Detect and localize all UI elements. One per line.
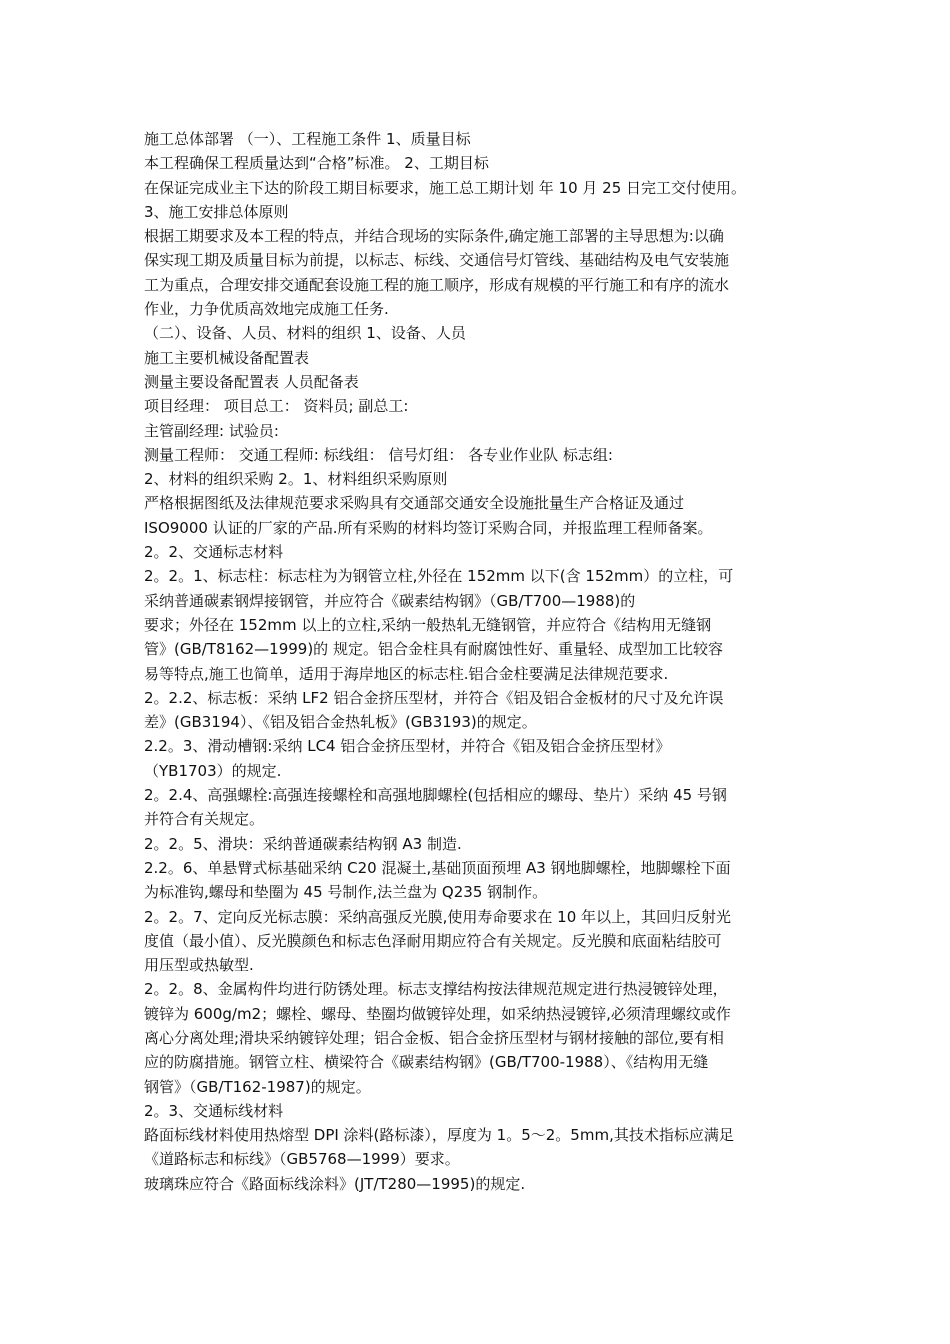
text-line: 施工总体部署 （一）、工程施工条件 1、质量目标 <box>144 130 471 148</box>
text-line: 2。3、交通标线材料 <box>144 1101 284 1120</box>
text-line: 2。2。5、滑块：采纳普通碳素结构钢 A3 制造. <box>144 834 462 853</box>
text-line: 镀锌为 600g/m2；螺栓、螺母、垫圈均做镀锌处理，如采纳热浸镀锌,必须清理螺纹或作 <box>144 1004 731 1023</box>
text-line: 2。2。7、定向反光标志膜：采纳高强反光膜,使用寿命要求在 10 年以上，其回归反射光 <box>144 907 732 926</box>
text-line: 《道路标志和标线》（GB5768—1999）要求。 <box>144 1150 460 1169</box>
document-body <box>144 127 808 1196</box>
text-line: ISO9000 认证的厂家的产品.所有采购的材料均签订采购合同，并报监理工程师备案。 <box>144 518 713 537</box>
text-line: 严格根据图纸及法律规范要求采购具有交通部交通安全设施批量生产合格证及通过 <box>144 494 685 513</box>
text-line: 2。2.4、高强螺栓:高强连接螺栓和高强地脚螺栓(包括相应的螺母、垫片）采纳 45 号钢 <box>144 786 727 805</box>
text-line: 离心分离处理;滑块采纳镀锌处理；铝合金板、铝合金挤压型材与钢材接触的部位,要有相 <box>144 1028 724 1047</box>
text-line: 易等特点,施工也简单，适用于海岸地区的标志柱.铝合金柱要满足法律规范要求. <box>144 664 669 683</box>
text-line: 采纳普通碳素钢焊接钢管，并应符合《碳素结构钢》（GB/T700—1988)的 <box>144 591 636 610</box>
text-line: 度值（最小值）、反光膜颜色和标志色泽耐用期应符合有关规定。反光膜和底面粘结胶可 <box>144 931 722 950</box>
text-line: 2。2.2、标志板：采纳 LF2 铝合金挤压型材，并符合《铝及铝合金板材的尺寸及允许误 <box>144 688 724 707</box>
text-line: 主管副经理: 试验员: <box>144 421 279 440</box>
text-line: 2。2。8、金属构件均进行防锈处理。标志支撑结构按法律规范规定进行热浸镀锌处理， <box>144 980 728 999</box>
text-line: 2。2、交通标志材料 <box>144 543 284 562</box>
text-line: 用压型或热敏型. <box>144 956 254 975</box>
text-line: （二）、设备、人员、材料的组织 1、设备、人员 <box>144 324 466 343</box>
text-line: 3、施工安排总体原则 <box>144 202 289 221</box>
text-line: 钢管》（GB/T162-1987)的规定。 <box>144 1077 371 1096</box>
text-line: 测量工程师： 交通工程师: 标线组： 信号灯组： 各专业作业队 标志组: <box>144 445 613 464</box>
text-line: 要求；外径在 152mm 以上的立柱,采纳一般热轧无缝钢管，并应符合《结构用无缝钢 <box>144 615 712 634</box>
text-line: 本工程确保工程质量达到“合格”标准。 2、工期目标 <box>144 154 489 173</box>
text-line: 应的防腐措施。钢管立柱、横梁符合《碳素结构钢》(GB/T700-1988）、《结构用无缝 <box>144 1053 709 1072</box>
text-line: 根据工期要求及本工程的特点，并结合现场的实际条件,确定施工部署的主导思想为:以确 <box>144 227 724 246</box>
text-line: 玻璃珠应符合《路面标线涂料》(JT/T280—1995)的规定. <box>144 1174 526 1193</box>
text-line: 并符合有关规定。 <box>144 810 265 829</box>
text-line: 在保证完成业主下达的阶段工期目标要求，施工总工期计划 年 10 月 25 日完工交付使用。 <box>144 178 747 197</box>
text-line: 差》(GB3194）、《铝及铝合金热轧板》(GB3193)的规定。 <box>144 713 537 732</box>
text-line: 施工主要机械设备配置表 <box>144 348 310 367</box>
text-line: 路面标线材料使用热熔型 DPI 涂料(路标漆），厚度为 1。5～2。5mm,其技术指标应满足 <box>144 1126 734 1145</box>
text-line: 2。2。1、标志柱：标志柱为为钢管立柱,外径在 152mm 以下(含 152mm）的立柱，可 <box>144 567 734 586</box>
text-line: （YB1703）的规定. <box>144 761 282 780</box>
text-line: 2、材料的组织采购 2。1、材料组织采购原则 <box>144 470 448 489</box>
text-line: 保实现工期及质量目标为前提，以标志、标线、交通信号灯管线、基础结构及电气安装施 <box>144 251 730 270</box>
text-line: 2.2。6、单悬臂式标基础采纳 C20 混凝土,基础顶面预埋 A3 钢地脚螺栓，地脚螺栓下面 <box>144 858 731 877</box>
text-line: 作业，力争优质高效地完成施工任务. <box>144 300 389 319</box>
text-line: 测量主要设备配置表 人员配备表 <box>144 372 359 391</box>
text-line: 管》(GB/T8162—1999)的 规定。铝合金柱具有耐腐蚀性好、重量轻、成型加工比较容 <box>144 640 723 659</box>
text-line: 为标准钩,螺母和垫圈为 45 号制作,法兰盘为 Q235 钢制作。 <box>144 883 548 902</box>
text-line: 2.2。3、滑动槽钢:采纳 LC4 铝合金挤压型材，并符合《铝及铝合金挤压型材》 <box>144 737 671 756</box>
text-line: 项目经理： 项目总工： 资料员; 副总工: <box>144 397 409 416</box>
text-line: 工为重点，合理安排交通配套设施工程的施工顺序，形成有规模的平行施工和有序的流水 <box>144 275 730 294</box>
